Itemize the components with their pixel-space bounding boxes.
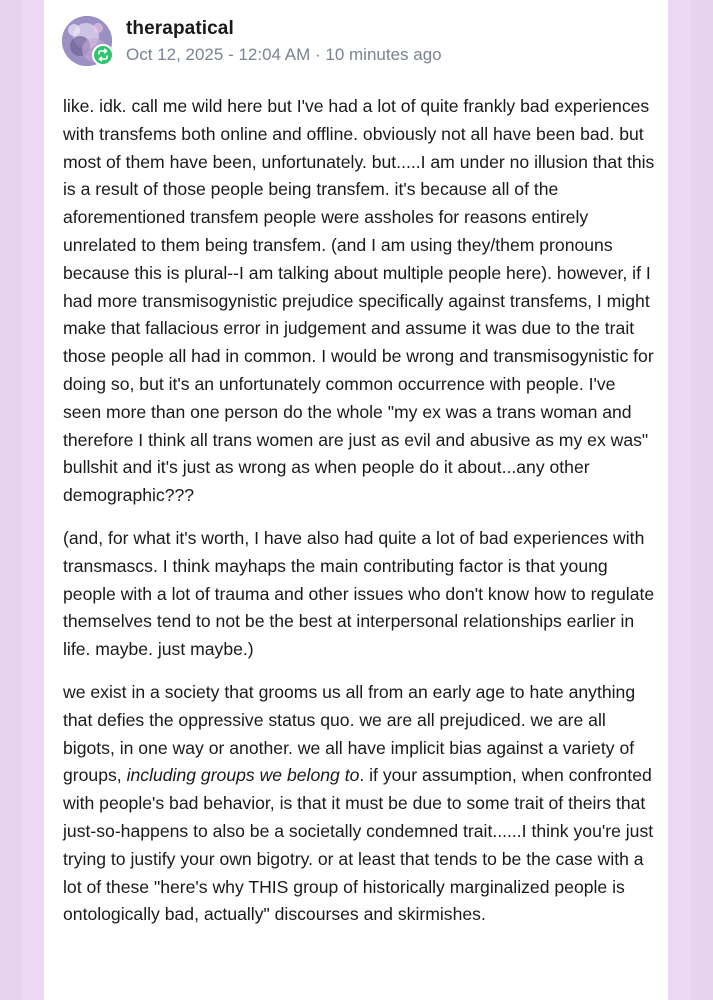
reblog-icon bbox=[92, 44, 114, 66]
paragraph-3-text-a: we exist in a society that grooms us all from an early age to hate anything that defies the oppressive status quo. we are all prejudiced. we are all bigots, in one way or another. we all have implicit bias against a variety of groups, bbox=[63, 681, 636, 786]
avatar-container[interactable] bbox=[62, 16, 112, 66]
post-card bbox=[44, 0, 668, 1000]
post-timestamp[interactable]: Oct 12, 2025 - 12:04 AM · 10 minutes ago bbox=[126, 45, 442, 64]
post-paragraph-2: (and, for what it's worth, I have also had quite a lot of bad experiences with transmascs. I think mayhaps the main contributing factor is that young people with a lot of trauma and other issues who don't know how to regulate themselves tend to not be the best at interpersonal relationships earlier in life. maybe. just maybe.) bbox=[63, 527, 655, 660]
post-paragraph-1: like. idk. call me wild here but I've had a lot of quite frankly bad experiences with transfems both online and offline. obviously not all have been bad. but most of them have been, unfortunately. but.....I am under no illusion that this is a result of those people being transfem. it's because all of the aforementioned transfem people were assholes for reasons entirely unrelated to them being transfem. (and I am using they/them pronouns because this is plural--I am talking about multiple people here). however, if I had more transmisogynistic prejudice specifically against transfems, I might make that fallacious error in judgement and assume it was due to the trait those people all had in common. I would be wrong and transmisogynistic for doing so, but it's an unfortunately common occurrence with people. I've seen more than one person do the whole "my ex was a trans woman and therefore I think all trans women are just as evil and abusive as my ex was" bullshit and it's just as wrong as when people do it about...any other demographic??? bbox=[63, 96, 655, 506]
post-author[interactable]: therapatical bbox=[126, 18, 234, 39]
right-gutter bbox=[691, 0, 713, 1000]
left-gutter bbox=[0, 0, 22, 1000]
paragraph-3-emphasis: including groups we belong to bbox=[126, 765, 360, 786]
paragraph-3-text-b: . if your assumption, when confronted with people's bad behavior, is that it must be due to some trait of theirs that just-so-happens to also be a societally condemned trait......I think you're just trying to justify your own bigotry. or at least that tends to be the case with a lot of these "here's why THIS group of historically marginalized people is ontologically bad, actually" discourses and skirmishes. bbox=[63, 765, 654, 925]
post-body bbox=[63, 93, 658, 944]
post-paragraph-3 bbox=[63, 679, 658, 929]
